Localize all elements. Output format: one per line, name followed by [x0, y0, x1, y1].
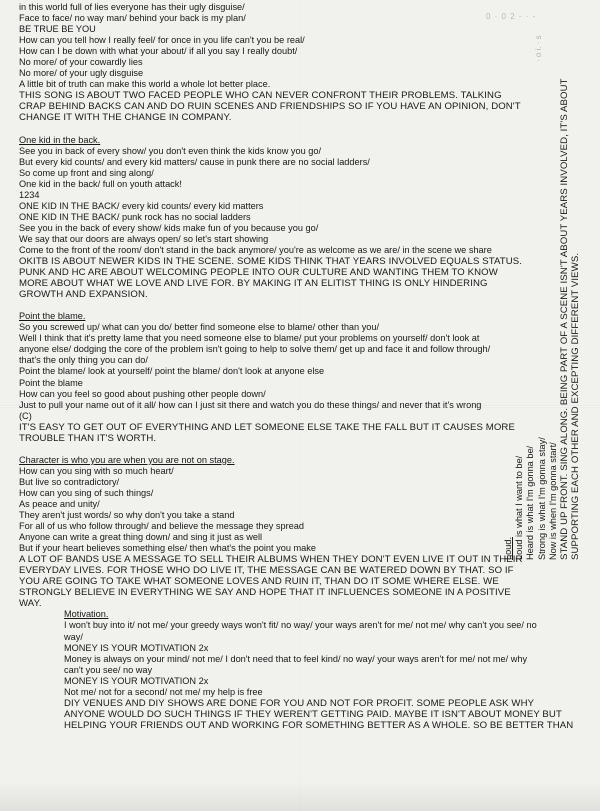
faint-side-stamp: · o i. · s	[534, 35, 543, 62]
main-lyric-line: YOU ARE GOING TO TAKE WHAT SOMEONE LOVES AND RUIN IT, THAN DO IT SOME WHERE ELSE. WE	[19, 576, 499, 588]
main-lyric-line: MORE ABOUT WHAT WE LOVE AND LIVE FOR. BY MAKING IT AN ELITIST THING IS ONLY HINDERING	[19, 278, 488, 290]
main-lyric-line: Well I think that it's pretty lame that you need someone else to blame/ put your problems on yourself/ don't look at	[19, 333, 480, 344]
main-lyric-line: THIS SONG IS ABOUT TWO FACED PEOPLE WHO CAN NEVER CONFRONT THEIR PROBLEMS. TALKING	[19, 90, 502, 102]
main-lyric-line: can't you see/ no way	[64, 664, 153, 675]
main-song-title: One kid in the back.	[19, 134, 101, 145]
main-lyric-line: HELPING YOUR FRIENDS OUT AND WORKING FOR SOMETHING BETTER AS A WHOLE. SO BE BETTER THAN	[64, 719, 574, 731]
main-lyric-line: Money is always on your mind/ not me/ I don't need that to feel kind/ no way/ your ways aren't for me/ not me/ why	[64, 653, 528, 664]
main-lyric-line: CRAP BEHIND BACKS CAN AND DO RUIN SCENES AND FRIENDSHIPS SO IF YOU HAVE AN OPINION, DON'T	[19, 101, 521, 113]
main-lyric-line: CHANGE IT WITH THE CHANGE IN COMPANY.	[19, 112, 232, 124]
main-lyric-line: No more/ of your cowardly lies	[19, 57, 143, 68]
main-lyric-line: ONE KID IN THE BACK/ punk rock has no social ladders	[19, 211, 251, 222]
main-lyric-line: Come to the front of the room/ don't stand in the back anymore/ you're as welcome as we are/ in the scene we share	[19, 244, 492, 255]
main-lyric-line: (C)	[19, 410, 32, 421]
main-lyric-line: I won't buy into it/ not me/ your greedy ways won't fit/ no way/ your ways aren't for me/ not me/ why can't you see/ no	[64, 620, 537, 631]
main-lyric-line: No more/ of your ugly disguise	[19, 68, 144, 79]
main-lyric-line: Point the blame/ look at yourself/ point the blame/ don't look at anyone else	[19, 366, 325, 377]
side-song-title: Loud.	[503, 537, 513, 560]
side-lyric-line: Strong is what I'm gonna stay/	[536, 437, 547, 560]
main-song-title: Character is who you are when you are not on stage.	[19, 454, 235, 465]
main-lyric-line: WAY.	[19, 598, 42, 610]
main-lyric-line: ONE KID IN THE BACK/ every kid counts/ every kid matters	[19, 200, 264, 211]
main-lyric-line: But if your heart believes something else/ then what's the point you make	[19, 543, 316, 554]
main-lyric-line: MONEY IS YOUR MOTIVATION 2x	[64, 642, 209, 653]
main-spacer	[19, 300, 439, 311]
side-lyric-line: Heard is what I'm gonna be/	[525, 445, 536, 560]
main-song-title: Motivation.	[64, 609, 109, 620]
main-lyric-line: PUNK AND HC ARE ABOUT WELCOMING PEOPLE INTO OUR CULTURE AND WANTING THEM TO KNOW	[19, 267, 498, 279]
main-lyric-line: BE TRUE BE YOU	[19, 24, 96, 35]
faint-stamp: 0 · 0 2 - · -	[486, 12, 537, 21]
main-lyric-line: As peace and unity/	[19, 498, 100, 509]
main-lyric-line: MONEY IS YOUR MOTIVATION 2x	[64, 675, 209, 686]
main-lyric-line: Not me/ not for a second/ not me/ my help is free	[64, 686, 263, 697]
main-lyric-line: A little bit of truth can make this world a whole lot better place.	[19, 79, 271, 90]
main-lyric-line: anyone else/ dodging the core of the problem isn't going to help to solve them/ get up and face it and follow through/	[19, 344, 491, 355]
main-lyric-line: that's the only thing you can do/	[19, 355, 148, 366]
main-lyric-line: But live so contradictory/	[19, 476, 120, 487]
main-lyric-line: How can you sing of such things/	[19, 487, 154, 498]
main-lyric-line: OKITB IS ABOUT NEWER KIDS IN THE SCENE. SOME KIDS THINK THAT YEARS INVOLVED EQUALS STATUS.	[19, 256, 523, 268]
paper-shadow	[0, 781, 600, 811]
side-lyric-line: Now is when I'm gonna start/	[547, 442, 558, 560]
main-lyric-line: Point the blame	[19, 377, 83, 388]
main-lyric-line: How can I be down with what your about/ if all you say I really doubt/	[19, 46, 298, 57]
main-lyric-line: How can you tell how I really feel/ for once in you life can't you be real/	[19, 35, 305, 46]
main-lyric-line: How can you feel so good about pushing other people down/	[19, 388, 266, 399]
main-lyric-line: One kid in the back/ full on youth attack!	[19, 178, 182, 189]
main-lyric-line: STRONGLY BELIEVE IN EVERYTHING WE SAY AND HOPE THAT IT INFLUENCES SOMEONE IN A POSITIVE	[19, 587, 511, 599]
main-lyric-line: So you screwed up/ what can you do/ better find someone else to blame/ other than you/	[19, 322, 380, 333]
main-song-title: Point the blame.	[19, 311, 86, 322]
side-lyric-line: Loud is what I want to be/	[514, 455, 525, 560]
main-lyric-line: See you in back of every show/ you don't even think the kids know you go/	[19, 145, 322, 156]
main-lyric-line: way/	[64, 631, 83, 642]
side-lyric-line: STAND UP FRONT. SING ALONG. BEING PART OF A SCENE ISN'T ABOUT YEARS INVOLVED, IT'S ABOUT	[558, 78, 570, 560]
main-lyric-line: in this world full of lies everyone has their ugly disguise/	[19, 2, 245, 12]
main-lyric-line: They aren't just words/ so why don't you take a stand	[19, 510, 235, 521]
main-lyric-line: TROUBLE THAN IT'S WORTH.	[19, 432, 157, 444]
main-spacer	[19, 444, 439, 455]
main-lyric-line: GROWTH AND EXPANSION.	[19, 289, 148, 301]
main-lyric-line: We say that our doors are always open/ so let's start showing	[19, 233, 269, 244]
main-lyric-line: Anyone can write a great thing down/ and sing it just as well	[19, 532, 263, 543]
main-spacer	[19, 124, 439, 135]
main-lyric-line: EVERYDAY LIVES. FOR THOSE WHO DO LIVE IT, THE MESSAGE CAN BE WATERED DOWN BY THAT. SO IF	[19, 565, 514, 577]
main-lyric-line: Just to pull your name out of it all/ how can I just sit there and watch you do these things/ and never that it's wrong	[19, 399, 482, 410]
main-lyric-line: So come up front and sing along/	[19, 167, 154, 178]
main-lyric-line: See you in the back of every show/ kids make fun of you because you go/	[19, 222, 319, 233]
main-lyric-line: DIY VENUES AND DIY SHOWS ARE DONE FOR YOU AND NOT FOR PROFIT. SOME PEOPLE ASK WHY	[64, 697, 535, 709]
main-lyric-line: But every kid counts/ and every kid matters/ cause in punk there are no social ladders/	[19, 156, 370, 167]
main-lyric-line: IT'S EASY TO GET OUT OF EVERYTHING AND LET SOMEONE ELSE TAKE THE FALL BUT IT CAUSES MORE	[19, 421, 515, 433]
main-lyric-line: How can you sing with so much heart/	[19, 465, 174, 476]
main-lyric-line: ANYONE WOULD DO SUCH THINGS IF THEY WEREN'T GETTING PAID. MAYBE IT ISN'T ABOUT MONEY BUT	[64, 708, 562, 720]
main-lyric-line: 1234	[19, 189, 40, 200]
side-lyric-line: SUPPORTING EACH OTHER AND EXCEPTING DIFFERENT VIEWS.	[570, 252, 582, 560]
main-lyric-line: A LOT OF BANDS USE A MESSAGE TO SELL THEIR ALBUMS WHEN THEY DON'T EVEN LIVE IT OUT IN THEIR	[19, 554, 523, 566]
main-lyric-line: For all of us who follow through/ and believe the message they spread	[19, 521, 304, 532]
rotated-side-lyrics	[503, 0, 581, 560]
main-lyric-line: Face to face/ no way man/ behind your back is my plan/	[19, 13, 246, 24]
